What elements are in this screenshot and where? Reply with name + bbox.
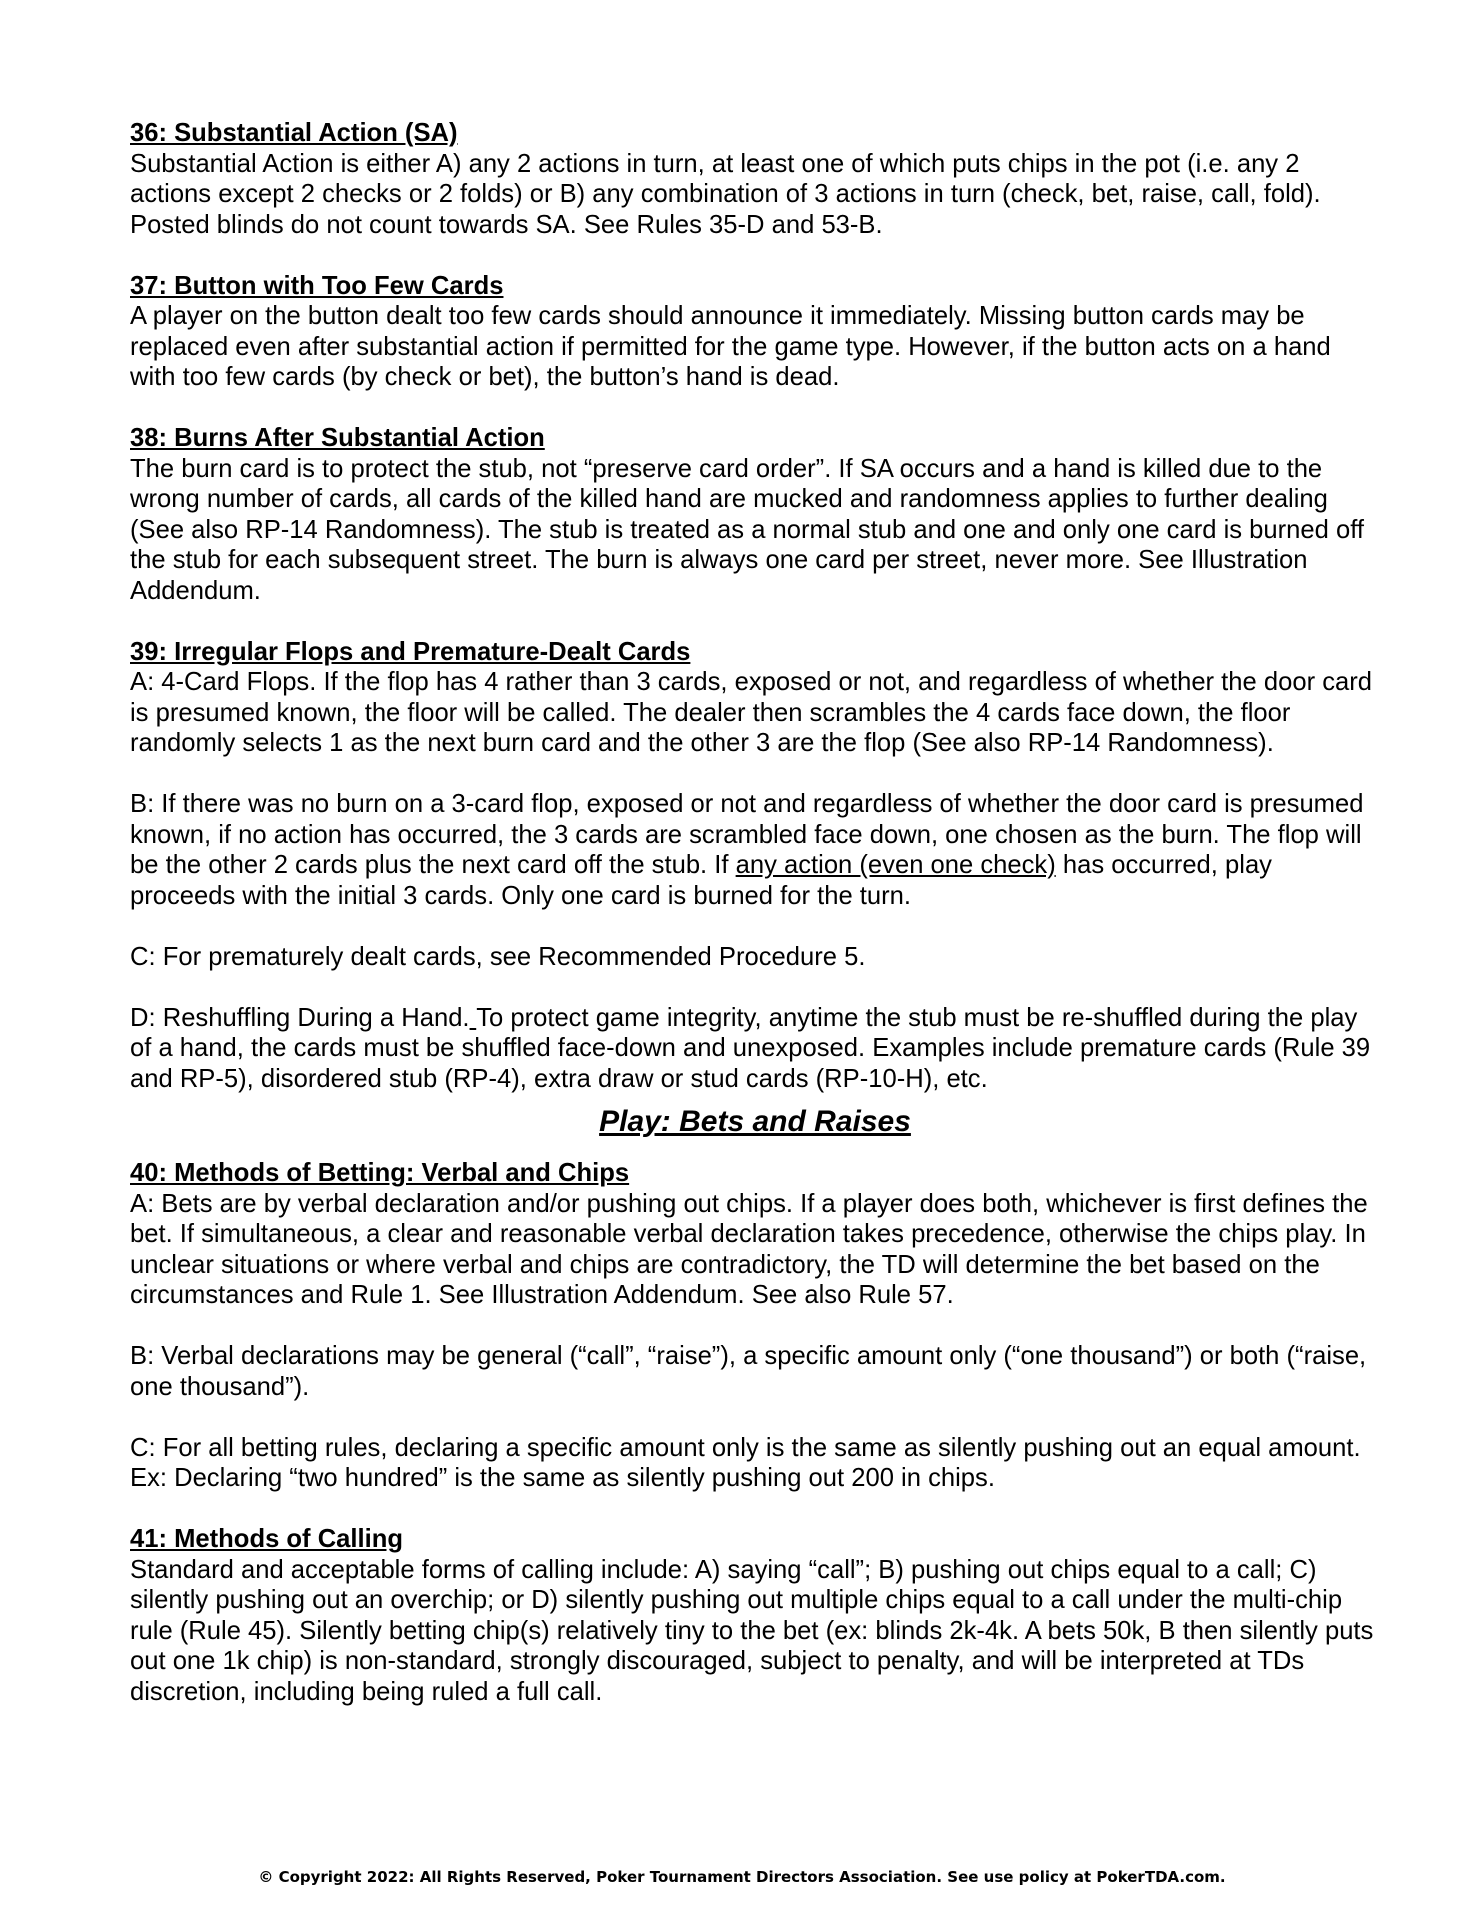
- rule-39-paragraph-a: A: 4-Card Flops. If the flop has 4 rather than 3 cards, exposed or not, and regardless of whether the door card is presumed known, the floor will be called. The dealer then scrambles the 4 cards face down, the floor randomly selects 1 as the next burn card and the other 3 are the flop (See also RP-14 Randomness).: [130, 668, 1372, 757]
- rule-39-title: 39: Irregular Flops and Premature-Dealt Cards: [130, 637, 691, 666]
- rule-39: [130, 637, 1380, 1095]
- rule-39-b-underlined: any action (even one check): [735, 851, 1056, 879]
- rule-40-title: 40: Methods of Betting: Verbal and Chips: [130, 1159, 630, 1187]
- rule-40-paragraph-a: A: Bets are by verbal declaration and/or pushing out chips. If a player does both, whichever is first defines the bet. If simultaneous, a clear and reasonable verbal declaration takes precedence, otherwise the chips play. In unclear situations or where verbal and chips are contradictory, the TD will determine the bet based on the circumstances and Rule 1. See Illustration Addendum. See also Rule 57.: [130, 1189, 1368, 1309]
- rule-41-paragraph: Standard and acceptable forms of calling include: A) saying “call”; B) pushing out chips equal to a call; C) silently pushing out an overchip; or D) silently pushing out multiple chips equal to a call under the multi-chip rule (Rule 45). Silently betting chip(s) relatively tiny to the bet (ex: blinds 2k-4k. A bets 50k, B then silently puts out one 1k chip) is non-standard, strongly discouraged, subject to penalty, and will be interpreted at TDs discretion, including being ruled a full call.: [130, 1555, 1374, 1706]
- rule-39-paragraph-c: C: For prematurely dealt cards, see Recommended Procedure 5.: [130, 942, 866, 971]
- rule-39-b-after: has occurred, play proceeds with the initial 3 cards. Only one card is burned for the turn.: [130, 851, 1272, 910]
- rule-38-paragraph: The burn card is to protect the stub, not “preserve card order”. If SA occurs and a hand is killed due to the wrong number of cards, all cards of the killed hand are mucked and randomness applies to further dealing (See also RP-14 Randomness). The stub is treated as a normal stub and one and only one card is burned off the stub for each subsequent street. The burn is always one card per street, never more. See Illustration Addendum.: [130, 454, 1364, 605]
- rule-39-d-rest: To protect game integrity, anytime the stub must be re-shuffled during the play of a hand, the cards must be shuffled face-down and unexposed. Examples include premature cards (Rule 39 and RP-5), disordered stub (RP-4), extra draw or stud cards (RP-10-H), etc.: [130, 1003, 1371, 1093]
- rule-36: [130, 118, 1380, 240]
- rule-37: [130, 271, 1380, 393]
- rule-39-b-before: B: If there was no burn on a 3-card flop, exposed or not and regardless of whether the door card is presumed known, if no action has occurred, the 3 cards are scrambled face down, one chosen as the burn. The flop will be the other 2 cards plus the next card off the stub. If: [130, 790, 1364, 879]
- rule-41: [130, 1524, 1380, 1707]
- rule-39-paragraph-d: [130, 1003, 1380, 1095]
- rule-37-title: 37: Button with Too Few Cards: [130, 271, 504, 300]
- rule-39-d-lead: D: Reshuffling During a Hand.: [130, 1003, 470, 1032]
- rule-40: [130, 1158, 1380, 1494]
- rule-39-paragraph-b: [130, 789, 1380, 911]
- rule-38: [130, 423, 1380, 606]
- rule-36-paragraph: Substantial Action is either A) any 2 actions in turn, at least one of which puts chips in the pot (i.e. any 2 actions except 2 checks or 2 folds) or B) any combination of 3 actions in turn (check, bet, raise, call, fold). Posted blinds do not count towards SA. See Rules 35-D and 53-B.: [130, 149, 1321, 239]
- rule-40-paragraph-b: B: Verbal declarations may be general (“call”, “raise”), a specific amount only (“one thousand”) or both (“raise, one thousand”).: [130, 1342, 1367, 1401]
- rule-36-title: 36: Substantial Action (SA): [130, 119, 458, 147]
- rule-37-paragraph: A player on the button dealt too few cards should announce it immediately. Missing button cards may be replaced even after substantial action if permitted for the game type. However, if the button acts on a hand with too few cards (by check or bet), the button’s hand is dead.: [130, 302, 1331, 391]
- copyright-footer: © Copyright 2022: All Rights Reserved, Poker Tournament Directors Association. See use policy at PokerTDA.com.: [258, 1868, 1226, 1886]
- section-title: Play: Bets and Raises: [599, 1105, 911, 1138]
- rule-40-paragraph-c: C: For all betting rules, declaring a specific amount only is the same as silently pushing out an equal amount. Ex: Declaring “two hundred” is the same as silently pushing out 200 in chips.: [130, 1433, 1361, 1492]
- rule-41-title: 41: Methods of Calling: [130, 1525, 404, 1553]
- rule-38-title: 38: Burns After Substantial Action: [130, 424, 545, 452]
- document-page: [130, 118, 1380, 1707]
